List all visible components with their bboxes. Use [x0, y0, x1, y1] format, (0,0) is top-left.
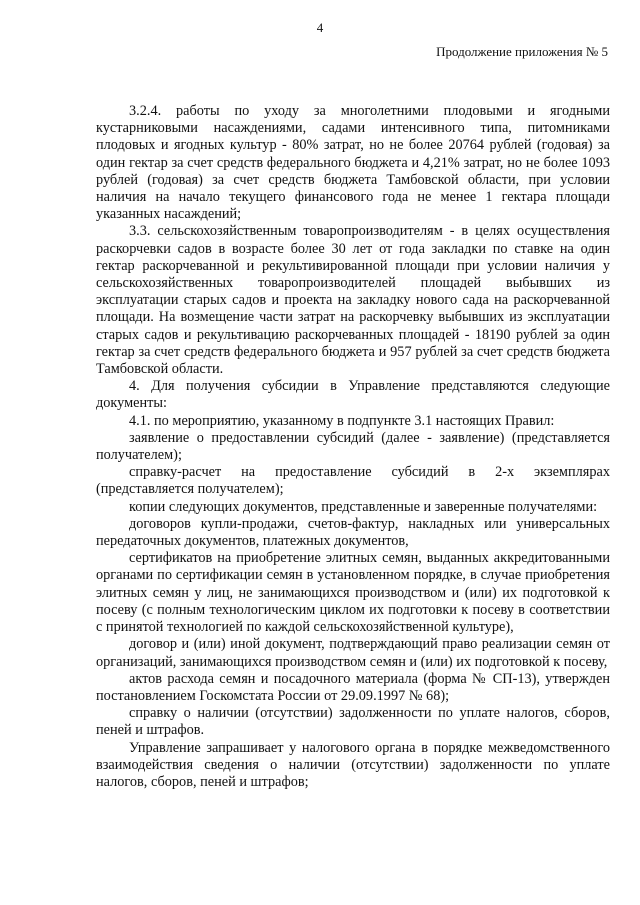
paragraph-contracts: договоров купли-продажи, счетов-фактур, накладных или универсальных передаточных документов, платежных документов, — [96, 515, 610, 550]
paragraph-copies: копии следующих документов, представленные и заверенные получателями: — [129, 498, 598, 515]
paragraph-agreement: договор и (или) иной документ, подтверждающий право реализации семян от организаций, занимающихся производством семян и (или) их подготовкой к посеву, — [96, 636, 610, 670]
paragraph-certificates: сертификатов на приобретение элитных семян, выданных аккредитованными органами по сертификации семян в установленном порядке, в случае приобретения элитных семян у лиц, не занимающихся производством и (или) их подготовкой к посеву (с полным технологическим циклом их подготовки к посеву в соответствии с принятой технологией по каждой сельскохозяйственной культуре), — [96, 550, 610, 636]
paragraph-tax-certificate: справку о наличии (отсутствии) задолженности по уплате налогов, сборов, пеней и штрафов. — [96, 705, 610, 739]
paragraph-calculation: справку-расчет на предоставление субсидий в 2-х экземплярах (представляется получателем); — [96, 464, 610, 498]
page-number: 4 — [316, 20, 324, 35]
paragraph-application: заявление о предоставлении субсидий (далее - заявление) (представляется получателем); — [96, 429, 610, 464]
annex-continuation-label: Продолжение приложения № 5 — [436, 44, 608, 59]
paragraph-3-3: 3.3. сельскохозяйственным товаропроизводителям - в целях осуществления раскорчевки садов в возрасте более 30 лет от года закладки по ставке на один гектар раскорчеванной и рекультивированной площади при условии наличия у сельскохозяйственных товаропроизводителей площадей выбывших из эксплуатации старых садов и проекта на закладку нового сада на раскорчеванной площади. На возмещение части затрат на раскорчевку выбывших из эксплуатации старых садов и рекультивацию раскорчеванных площадей - 18190 рублей за один гектар за счет средств федерального бюджета и 957 рублей за счет средств бюджета Тамбовской области. — [96, 223, 610, 378]
paragraph-acts: актов расхода семян и посадочного материала (форма № СП-13), утвержден постановлением Госкомстата России от 29.09.1997 № 68); — [96, 670, 610, 704]
paragraph-4-1: 4.1. по мероприятию, указанному в подпункте 3.1 настоящих Правил: — [129, 412, 555, 429]
document-body — [96, 103, 610, 791]
paragraph-management-request: Управление запрашивает у налогового органа в порядке межведомственного взаимодействия сведения о наличии (отсутствии) задолженности по уплате налогов, сборов, пеней и штрафов; — [96, 739, 610, 790]
paragraph-4: 4. Для получения субсидии в Управление представляются следующие документы: — [96, 378, 610, 412]
paragraph-3-2-4: 3.2.4. работы по уходу за многолетними плодовыми и ягодными кустарниковыми насаждениями, садами интенсивного типа, питомниками плодовых и ягодных культур - 80% затрат, но не более 20764 рублей (годовая) за один гектар за счет средств федерального бюджета и 4,21% затрат, но не более 1093 рублей (годовая) за счет средств бюджета Тамбовской области, при условии наличия на начало текущего финансового года не менее 1 гектара площади указанных насаждений; — [96, 103, 610, 223]
